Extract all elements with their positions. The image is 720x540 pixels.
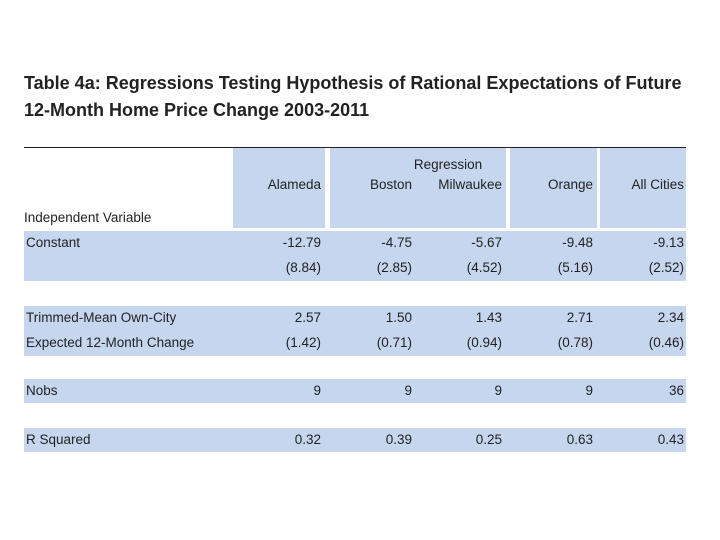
table-title: Table 4a: Regressions Testing Hypothesis of Rational Expectations of Future 12-Month Home Price Change 2003-2011 — [24, 73, 682, 120]
row-label-nobs: Nobs — [26, 383, 58, 398]
row-label-r-squared: R Squared — [26, 432, 91, 447]
row-label-trimmed-mean-line2: Expected 12-Month Change — [26, 335, 195, 350]
cell-trimmed-se-milwaukee: (0.94) — [466, 335, 502, 350]
cell-nobs-milwaukee: 9 — [494, 383, 502, 398]
header-group-label: Regression — [413, 157, 483, 172]
cell-trimmed-se-boston: (0.71) — [376, 335, 412, 350]
column-header-orange: Orange — [547, 177, 593, 192]
cell-constant-all-cities: -9.13 — [653, 235, 684, 250]
cell-trimmed-milwaukee: 1.43 — [475, 310, 502, 325]
cell-constant-boston: -4.75 — [381, 235, 412, 250]
cell-rsq-orange: 0.63 — [566, 432, 593, 447]
cell-nobs-boston: 9 — [404, 383, 412, 398]
cell-rsq-milwaukee: 0.25 — [475, 432, 502, 447]
column-header-milwaukee: Milwaukee — [438, 177, 502, 192]
row-label-trimmed-mean: Trimmed-Mean Own-City — [26, 310, 177, 325]
column-header-boston: Boston — [369, 177, 412, 192]
column-header-alameda: Alameda — [267, 177, 321, 192]
cell-trimmed-orange: 2.71 — [566, 310, 593, 325]
cell-rsq-alameda: 0.32 — [294, 432, 321, 447]
cell-constant-se-milwaukee: (4.52) — [466, 260, 502, 275]
row-label-constant: Constant — [26, 235, 81, 250]
cell-trimmed-se-alameda: (1.42) — [285, 335, 321, 350]
cell-nobs-alameda: 9 — [313, 383, 321, 398]
cell-constant-se-orange: (5.16) — [557, 260, 593, 275]
cell-trimmed-boston: 1.50 — [385, 310, 412, 325]
cell-nobs-orange: 9 — [585, 383, 593, 398]
row-header: Independent Variable — [24, 210, 152, 225]
cell-nobs-all-cities: 36 — [668, 383, 684, 398]
cell-trimmed-se-all-cities: (0.46) — [648, 335, 684, 350]
cell-constant-alameda: -12.79 — [282, 235, 321, 250]
cell-trimmed-alameda: 2.57 — [294, 310, 321, 325]
cell-constant-se-boston: (2.85) — [376, 260, 412, 275]
column-header-all-cities: All Cities — [631, 177, 684, 192]
cell-trimmed-se-orange: (0.78) — [557, 335, 593, 350]
cell-constant-orange: -9.48 — [562, 235, 593, 250]
cell-trimmed-all-cities: 2.34 — [657, 310, 684, 325]
cell-constant-se-all-cities: (2.52) — [648, 260, 684, 275]
cell-rsq-boston: 0.39 — [385, 432, 412, 447]
cell-constant-milwaukee: -5.67 — [471, 235, 502, 250]
cell-constant-se-alameda: (8.84) — [285, 260, 321, 275]
cell-rsq-all-cities: 0.43 — [657, 432, 684, 447]
